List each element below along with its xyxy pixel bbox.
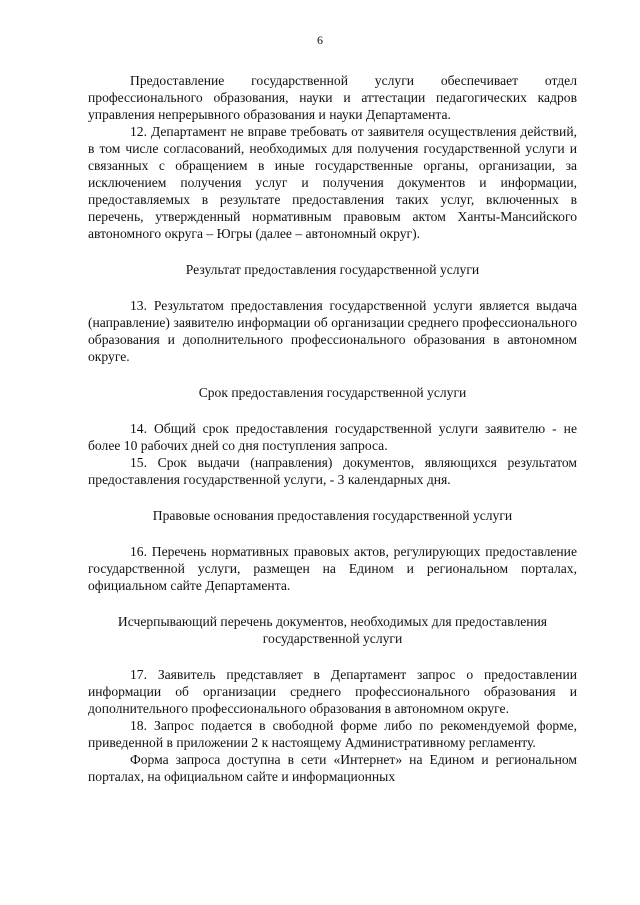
section-heading-legal-basis: Правовые основания предоставления государственной услуги — [152, 508, 513, 523]
paragraph-16: 16. Перечень нормативных правовых актов, регулирующих предоставление государственной услуги, размещен на Едином и региональном порталах, официальном сайте Департамента. — [88, 544, 577, 593]
paragraph-12: 12. Департамент не вправе требовать от заявителя осуществления действий, в том числе согласований, необходимых для получения государственной услуги и связанных с обращением в иные государственные органы, организации, за исключением получения услуг и получения документов и информации, предоставляемых в результате предоставления таких услуг, включенных в перечень, утвержденный нормативным правовым актом Ханты-Мансийского автономного округа – Югры (далее – автономный округ). — [88, 124, 577, 241]
paragraph: Предоставление государственной услуги обеспечивает отдел профессионального образования, науки и аттестации педагогических кадров управления непрерывного образования и науки Департамента. — [88, 73, 577, 122]
paragraph-form-availability: Форма запроса доступна в сети «Интернет» на Едином и региональном порталах, на официальном сайте и информационных — [88, 752, 577, 784]
section-heading-result: Результат предоставления государственной услуги — [185, 262, 480, 277]
section-heading-term: Срок предоставления государственной услуги — [198, 385, 467, 400]
paragraph-14: 14. Общий срок предоставления государственной услуги заявителю - не более 10 рабочих дней со дня поступления запроса. — [88, 421, 577, 453]
paragraph-13: 13. Результатом предоставления государственной услуги является выдача (направление) заявителю информации об организации среднего профессионального образования и дополнительного профессионального образования в автономном округе. — [88, 298, 577, 364]
page-number: 6 — [317, 33, 323, 47]
paragraph-15: 15. Срок выдачи (направления) документов, являющихся результатом предоставления государственной услуги, - 3 календарных дня. — [88, 455, 577, 487]
section-heading-documents: Исчерпывающий перечень документов, необходимых для предоставления государственной услуги — [117, 614, 548, 646]
paragraph-18: 18. Запрос подается в свободной форме либо по рекомендуемой форме, приведенной в приложении 2 к настоящему Административному регламенту. — [88, 718, 577, 750]
paragraph-17: 17. Заявитель представляет в Департамент запрос о предоставлении информации об организации среднего профессионального образования и дополнительного профессионального образования в автономном округе. — [88, 667, 577, 716]
document-body — [88, 72, 577, 785]
